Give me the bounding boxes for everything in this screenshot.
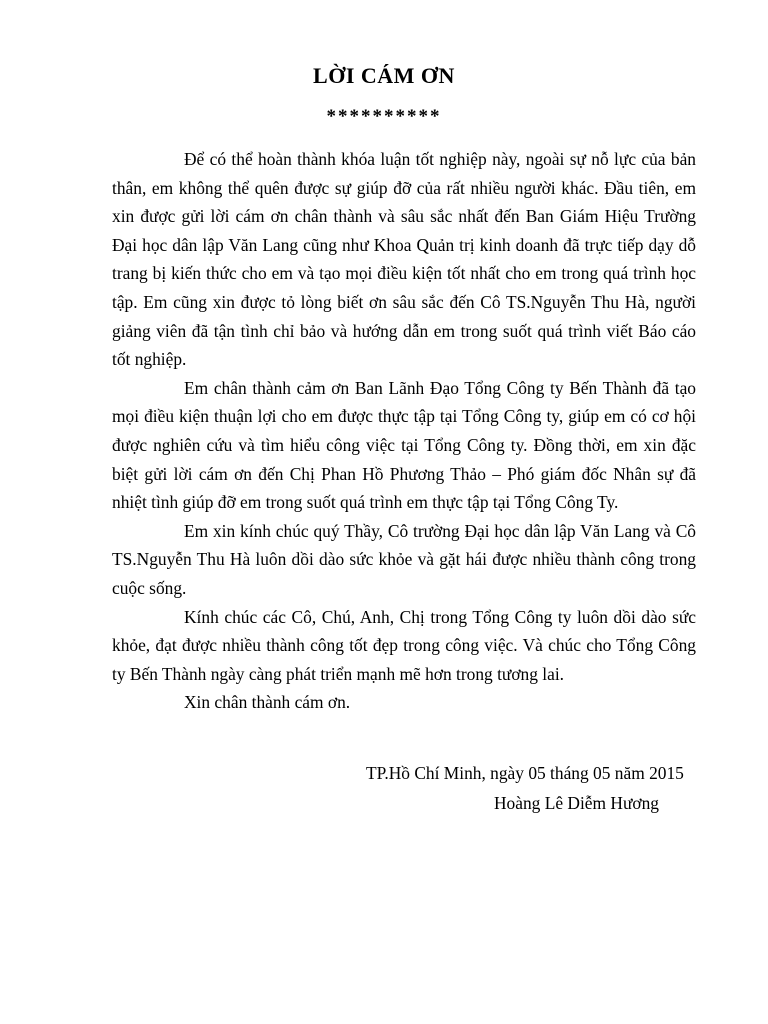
paragraph-wishes-teachers: Em xin kính chúc quý Thầy, Cô trường Đại học dân lập Văn Lang và Cô TS.Nguyễn Thu Hà luôn dồi dào sức khỏe và gặt hái được nhiều thành công trong cuộc sống. — [112, 520, 696, 598]
body-text — [112, 145, 696, 717]
signature-place-date: TP.Hồ Chí Minh, ngày 05 tháng 05 năm 2015 — [366, 763, 684, 783]
paragraph-closing: Xin chân thành cám ơn. — [184, 692, 351, 713]
paragraph-company-thanks: Em chân thành cảm ơn Ban Lãnh Đạo Tổng Công ty Bến Thành đã tạo mọi điều kiện thuận lợi cho em được thực tập tại Tổng Công ty, giúp em có cơ hội được nghiên cứu và tìm hiểu công việc tại Tổng Công ty. Đồng thời, em xin đặc biệt gửi lời cám ơn đến Chị Phan Hồ Phương Thảo – Phó giám đốc Nhân sự đã nhiệt tình giúp đỡ em trong suốt quá trình em thực tập tại Tổng Công Ty. — [112, 377, 696, 513]
paragraph-intro: Để có thể hoàn thành khóa luận tốt nghiệp này, ngoài sự nỗ lực của bản thân, em không thể quên được sự giúp đỡ của rất nhiều người khác. Đầu tiên, em xin được gửi lời cám ơn chân thành và sâu sắc nhất đến Ban Giám Hiệu Trường Đại học dân lập Văn Lang cũng như Khoa Quản trị kinh doanh đã trực tiếp dạy dỗ trang bị kiến thức cho em và tạo mọi điều kiện tốt nhất cho em trong quá trình học tập. Em cũng xin được tỏ lòng biết ơn sâu sắc đến Cô TS.Nguyễn Thu Hà, người giảng viên đã tận tình chỉ bảo và hướng dẫn em trong suốt quá trình viết Báo cáo tốt nghiệp. — [112, 149, 696, 370]
title-separator: ********** — [326, 106, 442, 127]
paragraph-wishes-company: Kính chúc các Cô, Chú, Anh, Chị trong Tổng Công ty luôn dồi dào sức khỏe, đạt được nhiều thành công tốt đẹp trong công việc. Và chúc cho Tổng Công ty Bến Thành ngày càng phát triển mạnh mẽ hơn trong tương lai. — [112, 606, 696, 684]
page-title: LỜI CÁM ƠN — [313, 63, 455, 88]
signature-name: Hoàng Lê Diễm Hương — [494, 793, 659, 813]
